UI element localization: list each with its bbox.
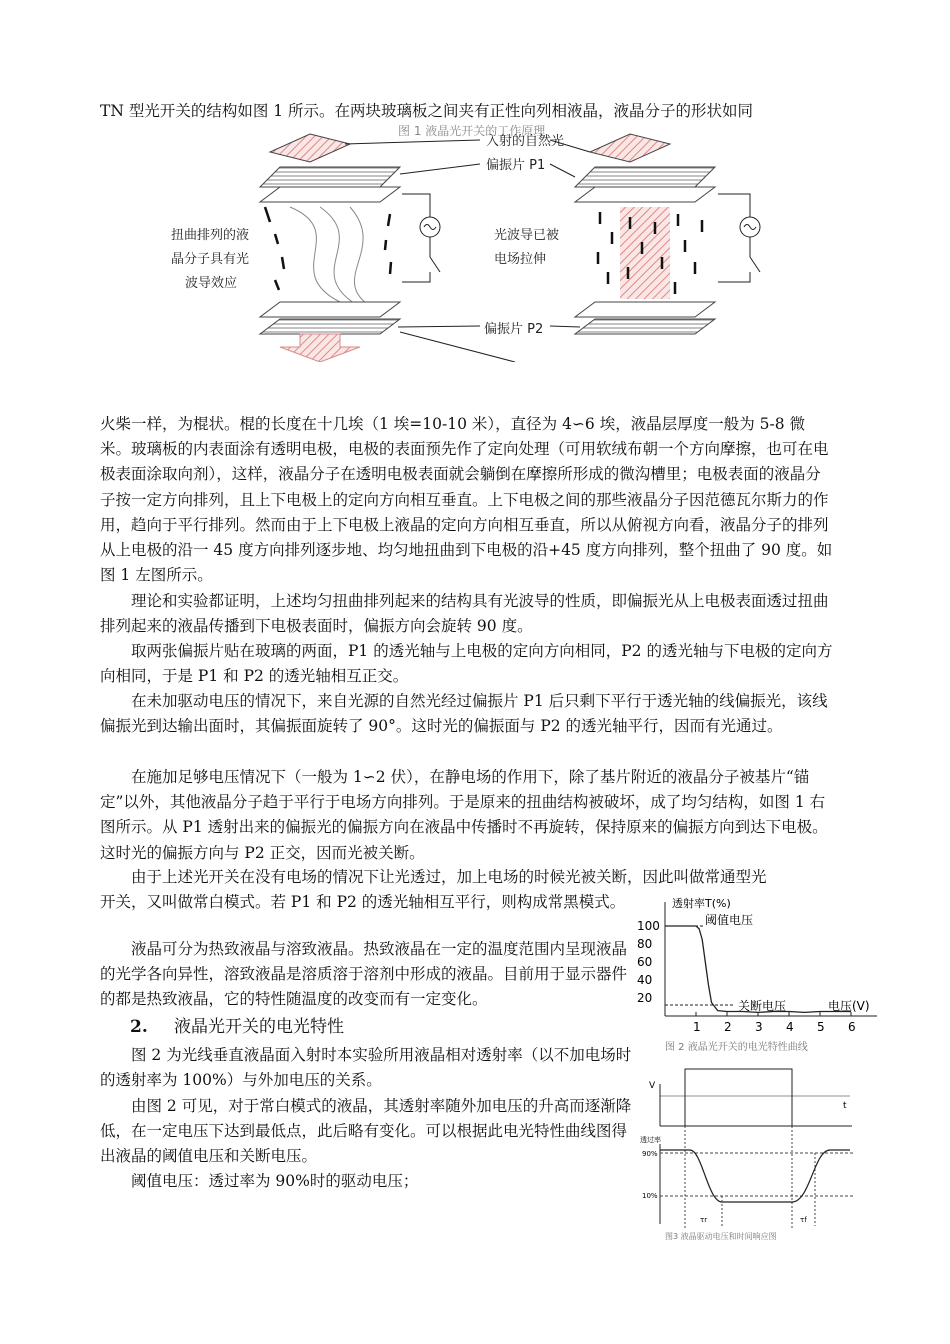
x-tick-label: 5 — [817, 1020, 825, 1034]
figure-3 — [640, 1064, 880, 1244]
label-natural-light: 入射的自然光 — [486, 134, 565, 149]
timing-diagram — [640, 1064, 880, 1244]
x-tick-label: 2 — [724, 1020, 732, 1034]
timing-v-label: V — [649, 1081, 656, 1091]
x-tick-label: 1 — [693, 1020, 701, 1034]
x-axis-label: 电压(V) — [828, 999, 870, 1013]
drive-voltage-pulse — [685, 1069, 792, 1126]
x-tick-label: 4 — [786, 1020, 794, 1034]
y-tick-label: 40 — [637, 973, 653, 987]
label-left-1: 扭曲排列的液 — [171, 228, 250, 243]
paragraph-2: 理论和实验都证明，上述均匀扭曲排列起来的结构具有光波导的性质，即偏振光从上电极表面透过扭曲排列起来的液晶传播到下电极表面时，偏振方向会旋转 90 度。 — [100, 592, 829, 636]
label-left-3: 波导效应 — [185, 276, 238, 291]
intro-paragraph: TN 型光开关的结构如图 1 所示。在两块玻璃板之间夹有正性向列相液晶，液晶分子的形状如同 — [100, 102, 754, 120]
y-tick-label: 60 — [637, 955, 653, 969]
label-left-2: 晶分子具有光 — [171, 252, 250, 267]
paragraph-3: 取两张偏振片贴在玻璃的两面，P1 的透光轴与上电极的定向方向相同，P2 的透光轴与下电极的定向方向相同，于是 P1 和 P2 的透光轴相互正交。 — [100, 642, 833, 686]
timing-t-label: t — [843, 1101, 847, 1111]
fig1-caption: 图 1 液晶光开关的工作原理 — [398, 124, 546, 138]
y-tick-label: 80 — [637, 937, 653, 951]
paragraph-10: 阈值电压：透过率为 90%时的驱动电压； — [131, 1172, 419, 1190]
y-tick-label: 20 — [637, 991, 653, 1005]
x-tick-label: 3 — [755, 1020, 763, 1034]
label-polarizer-p1: 偏振片 P1 — [486, 158, 546, 173]
electro-optic-chart — [635, 892, 880, 1052]
paragraph-6b: 开关，又叫做常白模式。若 P1 和 P2 的透光轴相互平行，则构成常黑模式。 — [100, 893, 626, 911]
y-tick-label: 100 — [637, 919, 660, 933]
paragraph-8: 图 2 为光线垂直液晶面入射时本实验所用液晶相对透射率（以不加电场时的透射率为 100%）与外加电压的关系。 — [100, 1046, 632, 1090]
threshold-annotation: 阈值电压 — [705, 913, 754, 927]
fall-time-label: τf — [800, 1216, 807, 1224]
right-cell — [575, 134, 760, 334]
section-title: 液晶光开关的电光特性 — [174, 1017, 344, 1037]
cutoff-annotation: 关断电压 — [738, 999, 787, 1013]
paragraph-5: 在施加足够电压情况下（一般为 1∽2 伏），在静电场的作用下，除了基片附近的液晶分子被基片“锚定”以外，其他液晶分子趋于平行于电场方向排列。于是原来的扭曲结构被破坏，成了均匀结构，如图 1 右图所示。从 P1 透射出来的偏振光的偏振方向在液晶中传播时不再旋转，保持原来的偏振方向到达下电极。这时光的偏振方向与 P2 正交，因而光被关断。 — [100, 768, 828, 862]
fig2-caption: 图 2 液晶光开关的电光特性曲线 — [665, 1042, 808, 1052]
paragraph-9: 由图 2 可见，对于常白模式的液晶，其透射率随外加电压的升高而逐渐降低，在一定电压下达到最低点，此后略有变化。可以根据此电光特性曲线图得出液晶的阈值电压和关断电压。 — [100, 1097, 632, 1166]
label-mid-1: 光波导已被 — [494, 228, 560, 243]
left-cell — [260, 134, 440, 362]
paragraph-6a: 由于上述光开关在没有电场的情况下让光透过，加上电场的时候光被关断，因此叫做常通型光 — [131, 868, 767, 886]
figure-2 — [635, 892, 880, 1052]
level-10-text: 10% — [642, 1192, 658, 1200]
section-heading-2 — [130, 1012, 344, 1037]
y-axis-label: 透射率T(%) — [672, 897, 731, 910]
fig3-caption: 图3 液晶驱动电压和时间响应图 — [665, 1232, 777, 1241]
x-tick-label: 6 — [848, 1020, 856, 1034]
paragraph-1: 火柴一样，为棍状。棍的长度在十几埃（1 埃=10-10 米），直径为 4∽6 埃，液晶层厚度一般为 5-8 微米。玻璃板的内表面涂有透明电极，电极的表面预先作了定向处理（可用软绒布朝一个方向摩擦，也可在电极表面涂取向剂），这样，液晶分子在透明电极表面就会躺倒在摩擦所形成的微沟槽里；电极表面的液晶分子按一定方向排列，且上下电极上的定向方向相互垂直。上下电极之间的那些液晶分子因范德瓦尔斯力的作用，趋向于平行排列。然而由于上下电极上液晶的定向方向相互垂直，所以从俯视方向看，液晶分子的排列从上电极的沿一 45 度方向排列逐步地、均匀地扭曲到下电极的沿+45 度方向排列，整个扭曲了 90 度。如图 1 左图所示。 — [100, 415, 833, 585]
section-number: 2. — [130, 1017, 148, 1037]
transmittance-label: 透过率 — [640, 1136, 661, 1144]
level-90-text: 90% — [642, 1150, 658, 1158]
label-polarizer-p2: 偏振片 P2 — [484, 322, 544, 337]
optical-response-curve — [660, 1150, 850, 1202]
label-mid-2: 电场拉伸 — [494, 252, 547, 267]
paragraph-7: 液晶可分为热致液晶与溶致液晶。热致液晶在一定的温度范围内呈现液晶的光学各向异性，溶致液晶是溶质溶于溶剂中形成的液晶。目前用于显示器件的都是热致液晶，它的特性随温度的改变而有一定变化。 — [100, 940, 628, 1009]
rise-time-label: τr — [700, 1216, 708, 1224]
paragraph-4: 在未加驱动电压的情况下，来自光源的自然光经过偏振片 P1 后只剩下平行于透光轴的线偏振光，该线偏振光到达输出面时，其偏振面旋转了 90°。这时光的偏振面与 P2 的透光轴平行，因而有光通过。 — [100, 692, 828, 736]
